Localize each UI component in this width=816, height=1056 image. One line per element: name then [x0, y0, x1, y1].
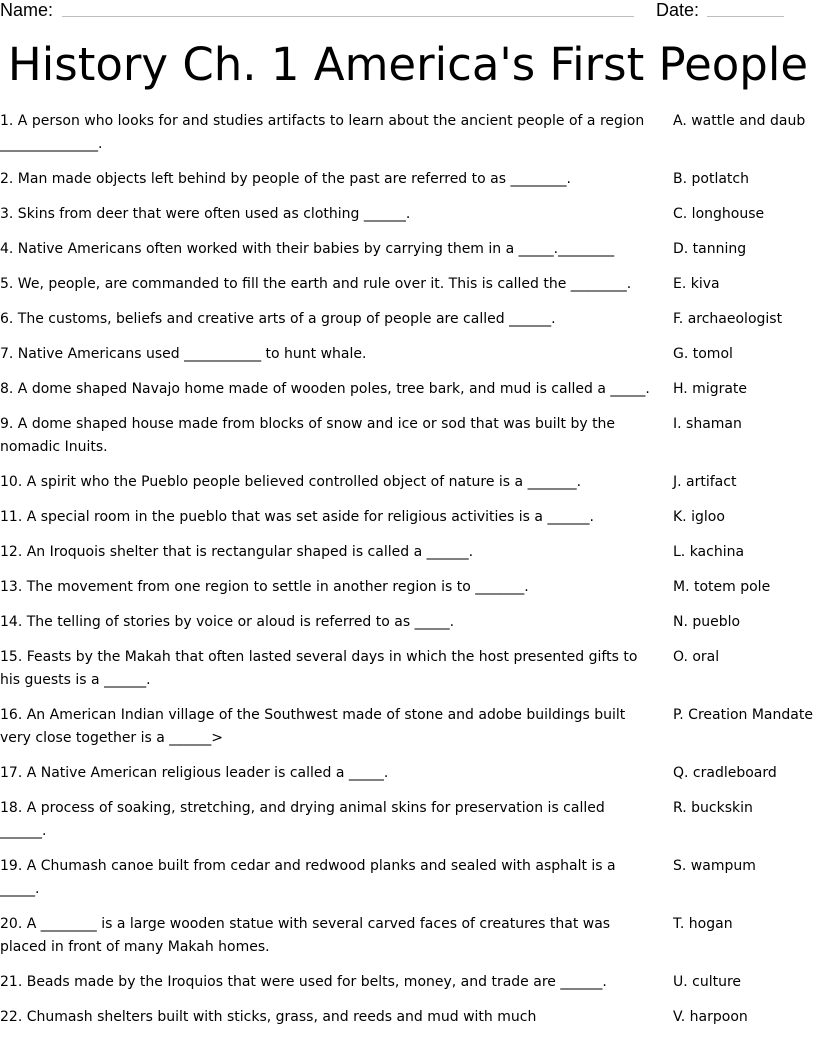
question-text: 8. A dome shaped Navajo home made of wooden poles, tree bark, and mud is called a _____.: [0, 381, 650, 397]
matching-row: [0, 855, 816, 901]
matching-row: [0, 273, 816, 296]
answer-option: A. wattle and daub: [673, 113, 806, 129]
matching-row: [0, 238, 816, 261]
answer-option: T. hogan: [673, 916, 733, 932]
question-text: 12. An Iroquois shelter that is rectangular shaped is called a ______.: [0, 544, 474, 560]
answer-option: N. pueblo: [673, 614, 741, 630]
matching-row: [0, 971, 816, 994]
question-text: 10. A spirit who the Pueblo people believed controlled object of nature is a _______.: [0, 474, 582, 490]
answer-option: K. igloo: [673, 509, 725, 525]
question-text: 15. Feasts by the Makah that often lasted several days in which the host presented gifts to his guests is a ______.: [0, 649, 638, 688]
answer-option: S. wampum: [673, 858, 756, 874]
question-text: 3. Skins from deer that were often used as clothing ______.: [0, 206, 411, 222]
question-text: 16. An American Indian village of the Southwest made of stone and adobe buildings built very close together is a ______>: [0, 707, 626, 746]
matching-row: [0, 704, 816, 750]
question-text: 21. Beads made by the Iroquios that were used for belts, money, and trade are ______.: [0, 974, 607, 990]
matching-row: [0, 576, 816, 599]
question-text: 6. The customs, beliefs and creative arts of a group of people are called ______.: [0, 311, 556, 327]
question-text: 20. A ________ is a large wooden statue with several carved faces of creatures that was placed in front of many Makah homes.: [0, 916, 611, 955]
question-text: 2. Man made objects left behind by people of the past are referred to as ________.: [0, 171, 571, 187]
answer-option: J. artifact: [673, 474, 737, 490]
matching-row: [0, 913, 816, 959]
answer-option: H. migrate: [673, 381, 748, 397]
question-text: 22. Chumash shelters built with sticks, grass, and reeds and mud with much: [0, 1009, 537, 1025]
question-text: 4. Native Americans often worked with their babies by carrying them in a _____.________: [0, 241, 615, 257]
worksheet-header: [0, 0, 816, 24]
answer-option: I. shaman: [673, 416, 742, 432]
answer-option: M. totem pole: [673, 579, 771, 595]
matching-row: [0, 168, 816, 191]
matching-row: [0, 1006, 816, 1029]
answer-option: G. tomol: [673, 346, 733, 362]
matching-row: [0, 378, 816, 401]
answer-option: L. kachina: [673, 544, 745, 560]
matching-row: [0, 308, 816, 331]
question-text: 11. A special room in the pueblo that was set aside for religious activities is a ______.: [0, 509, 594, 525]
answer-option: Q. cradleboard: [673, 765, 777, 781]
answer-option: R. buckskin: [673, 800, 753, 816]
question-text: 18. A process of soaking, stretching, and drying animal skins for preservation is called ______.: [0, 800, 605, 839]
name-blank-line: [62, 16, 634, 17]
question-text: 9. A dome shaped house made from blocks of snow and ice or sod that was built by the nomadic Inuits.: [0, 416, 616, 455]
question-text: 17. A Native American religious leader is called a _____.: [0, 765, 389, 781]
question-text: 14. The telling of stories by voice or aloud is referred to as _____.: [0, 614, 455, 630]
date-label: Date:: [656, 0, 700, 20]
matching-row: [0, 541, 816, 564]
matching-row: [0, 646, 816, 692]
question-text: 19. A Chumash canoe built from cedar and redwood planks and sealed with asphalt is a _____.: [0, 858, 616, 897]
answer-option: E. kiva: [673, 276, 720, 292]
answer-option: D. tanning: [673, 241, 747, 257]
answer-option: C. longhouse: [673, 206, 765, 222]
matching-list: [0, 110, 816, 1041]
matching-row: [0, 413, 816, 459]
answer-option: U. culture: [673, 974, 742, 990]
matching-row: [0, 343, 816, 366]
matching-row: [0, 203, 816, 226]
matching-row: [0, 471, 816, 494]
matching-row: [0, 797, 816, 843]
name-label: Name:: [0, 0, 54, 20]
matching-row: [0, 762, 816, 785]
question-text: 13. The movement from one region to settle in another region is to _______.: [0, 579, 529, 595]
matching-row: [0, 611, 816, 634]
question-text: 5. We, people, are commanded to fill the earth and rule over it. This is called the ________.: [0, 276, 632, 292]
answer-option: P. Creation Mandate: [673, 707, 813, 723]
matching-row: [0, 506, 816, 529]
answer-option: F. archaeologist: [673, 311, 783, 327]
page-title: History Ch. 1 America's First People: [7, 38, 809, 91]
date-blank-line: [707, 16, 784, 17]
answer-option: V. harpoon: [673, 1009, 748, 1025]
question-text: 1. A person who looks for and studies artifacts to learn about the ancient people of a region ______________.: [0, 113, 645, 152]
answer-option: B. potlatch: [673, 171, 749, 187]
answer-option: O. oral: [673, 649, 720, 665]
matching-row: [0, 110, 816, 156]
question-text: 7. Native Americans used ___________ to hunt whale.: [0, 346, 367, 362]
